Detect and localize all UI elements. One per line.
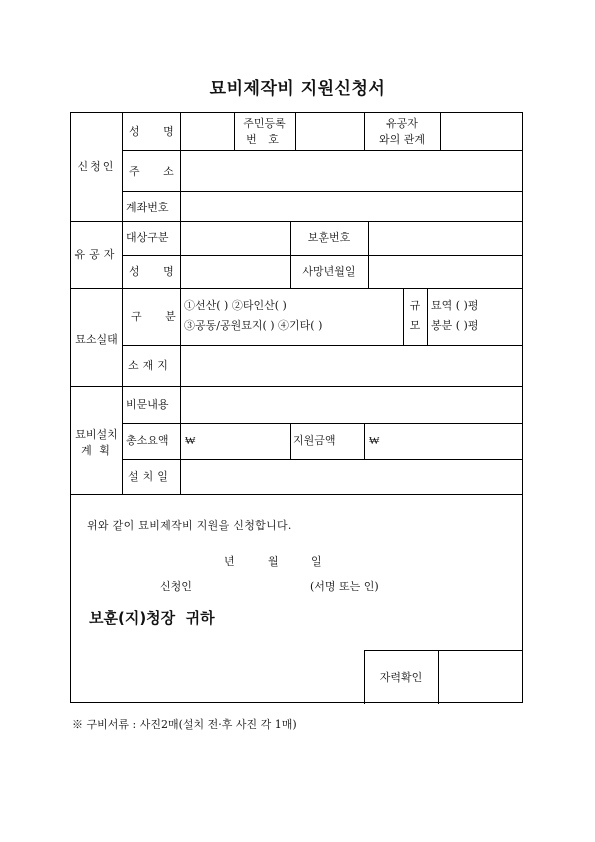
section-divider	[71, 494, 523, 495]
column-divider	[295, 113, 296, 150]
resident-number-label-2: 번 호	[246, 133, 283, 146]
column-divider	[438, 650, 439, 704]
declaration-statement: 위와 같이 묘비제작비 지원을 신청합니다.	[87, 519, 292, 532]
install-date-label: 설치일	[128, 470, 172, 483]
column-divider	[427, 288, 428, 345]
total-cost-won-sign: ₩	[185, 434, 196, 447]
form-title: 묘비제작비 지원신청서	[209, 79, 386, 99]
column-divider	[364, 423, 365, 459]
column-divider	[122, 113, 123, 494]
section-divider	[71, 288, 523, 289]
plan-section-label-1: 묘비설치	[75, 428, 118, 441]
veteran-section-label: 유공자	[74, 248, 119, 261]
scale-label-1: 규	[409, 299, 421, 312]
application-form	[70, 112, 523, 703]
column-divider	[440, 113, 441, 150]
section-divider	[71, 386, 523, 387]
name-label: 성 명	[129, 125, 184, 138]
addressee: 보훈(지)청장 귀하	[89, 609, 215, 627]
veteran-name-label: 성 명	[129, 265, 184, 278]
row-divider	[364, 650, 523, 651]
row-divider	[122, 345, 523, 346]
date-month: 월	[268, 555, 279, 568]
address-label: 주 소	[129, 165, 184, 178]
row-divider	[122, 191, 523, 192]
applicant-section-label: 신청인	[77, 160, 116, 173]
row-divider	[122, 423, 523, 424]
self-sufficiency-check-label: 자력확인	[379, 671, 423, 684]
row-divider	[122, 459, 523, 460]
required-documents-note: ※ 구비서류 : 사진2매(설치 전·후 사진 각 1매)	[72, 718, 297, 731]
scale-label-2: 모	[409, 319, 421, 332]
grave-area-line: 묘역 ( )평	[431, 299, 479, 312]
account-number-label: 계좌번호	[126, 201, 169, 214]
date-year: 년	[224, 555, 235, 568]
relation-label-2: 와의 관계	[378, 133, 425, 146]
support-amount-won-sign: ₩	[369, 434, 380, 447]
death-date-label: 사망년월일	[302, 265, 356, 278]
mound-area-line: 봉분 ( )평	[431, 319, 479, 332]
inscription-label: 비문내용	[126, 398, 169, 411]
resident-number-label-1: 주민등록	[243, 117, 286, 130]
row-divider	[122, 255, 523, 256]
grave-section-label: 묘소실태	[75, 333, 118, 346]
division-label: 구 분	[131, 310, 186, 323]
target-category-label: 대상구분	[126, 231, 169, 244]
total-cost-label: 총소요액	[126, 434, 169, 447]
section-divider	[71, 221, 523, 222]
signature-hint: (서명 또는 인)	[310, 580, 379, 593]
division-options-1: ①선산( ) ②타인산( )	[184, 299, 287, 312]
location-label: 소재지	[128, 359, 172, 372]
veteran-number-label: 보훈번호	[307, 231, 351, 244]
column-divider	[368, 221, 369, 288]
column-divider	[290, 423, 291, 459]
row-divider	[122, 150, 523, 151]
relation-label-1: 유공자	[386, 117, 418, 130]
division-options-2: ③공동/공원묘지( ) ④기타( )	[184, 319, 323, 332]
signer-label: 신청인	[160, 580, 192, 593]
support-amount-label: 지원금액	[293, 434, 336, 447]
plan-section-label-2: 계 획	[81, 444, 112, 457]
column-divider	[403, 288, 404, 345]
date-day: 일	[311, 555, 322, 568]
